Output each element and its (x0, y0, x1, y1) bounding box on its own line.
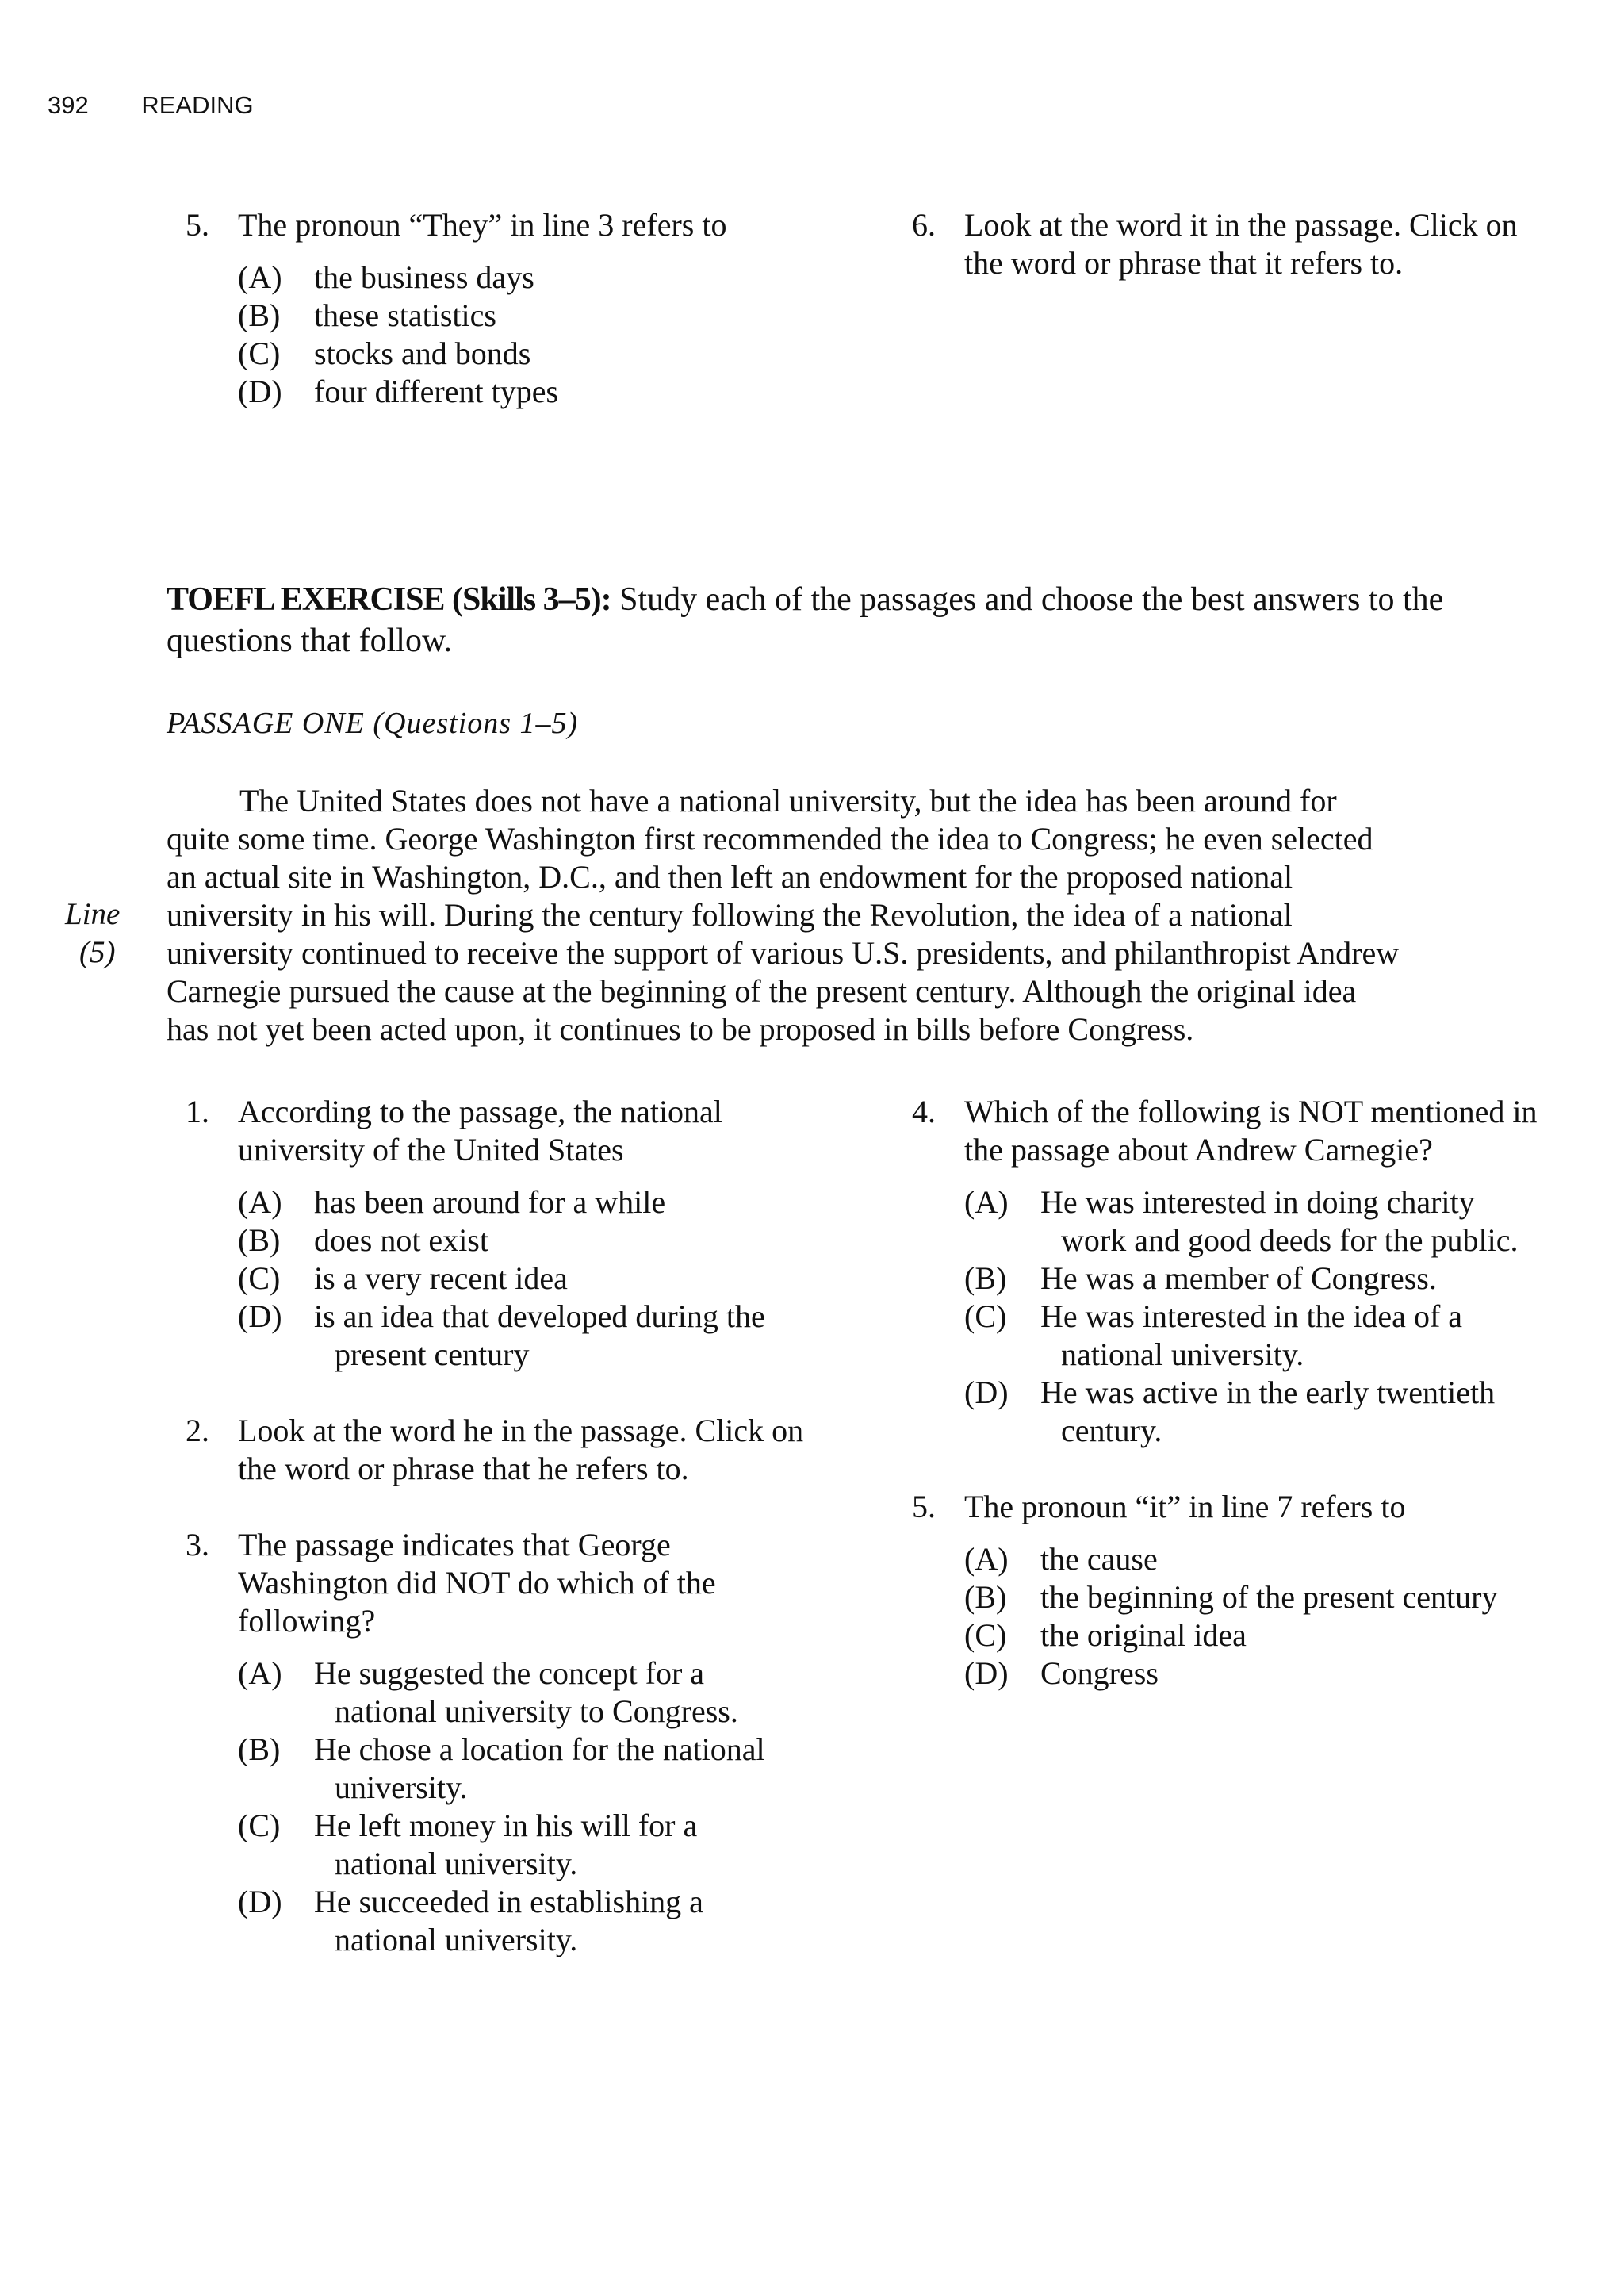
option-label: (A) (238, 1184, 282, 1220)
passage-line: university continued to receive the support of various U.S. presidents, and philanthropist Andrew (167, 935, 1400, 971)
option-label: (B) (238, 1731, 281, 1767)
option-label: (B) (964, 1579, 1007, 1615)
question-block (186, 1526, 804, 1959)
answer-option[interactable] (238, 1260, 804, 1298)
answer-option[interactable] (238, 1183, 804, 1221)
question-block (912, 1488, 1538, 1693)
question-number: 5. (912, 1489, 936, 1524)
option-label: (C) (964, 1298, 1007, 1334)
answer-option[interactable] (964, 1540, 1538, 1578)
answer-options (964, 1540, 1538, 1693)
answer-option[interactable] (238, 297, 812, 335)
answer-option[interactable] (964, 1654, 1538, 1693)
prev-questions-left (186, 206, 812, 449)
question-block (912, 1093, 1538, 1450)
question-number: 2. (186, 1413, 209, 1448)
question-stem: The passage indicates that George Washington did NOT do which of the following? (238, 1527, 716, 1639)
answer-option[interactable] (238, 1221, 804, 1260)
question-block (186, 1093, 804, 1374)
option-text: He was active in the early twentieth century. (1040, 1375, 1496, 1448)
question-stem: The pronoun “They” in line 3 refers to (238, 207, 727, 243)
question-number: 1. (186, 1094, 209, 1129)
question-block (912, 206, 1546, 282)
answer-options (964, 1183, 1538, 1450)
answer-option[interactable] (238, 1731, 804, 1807)
line-number: (5) (79, 935, 116, 969)
answer-options (238, 1183, 804, 1374)
question-number: 3. (186, 1527, 209, 1562)
option-text: has been around for a while (314, 1184, 666, 1220)
option-text: the beginning of the present century (1040, 1579, 1498, 1615)
option-text: four different types (314, 374, 559, 409)
answer-option[interactable] (964, 1298, 1538, 1374)
prev-questions-right (912, 206, 1546, 320)
passage-line: The United States does not have a national university, but the idea has been around for (239, 783, 1337, 819)
option-text: the original idea (1040, 1617, 1247, 1653)
option-text: He suggested the concept for a national university to Congress. (314, 1655, 738, 1729)
question-number: 6. (912, 207, 936, 243)
reading-passage (167, 782, 1542, 1049)
answer-option[interactable] (964, 1183, 1538, 1260)
option-text: He was a member of Congress. (1040, 1260, 1437, 1296)
question-stem: Which of the following is NOT mentioned in the passage about Andrew Carnegie? (964, 1094, 1538, 1168)
answer-option[interactable] (238, 373, 812, 411)
option-text: these statistics (314, 297, 496, 333)
option-label: (B) (238, 1222, 281, 1258)
section-title: READING (141, 91, 254, 119)
option-label: (A) (964, 1541, 1009, 1577)
option-label: (D) (964, 1655, 1009, 1691)
option-text: He left money in his will for a national university. (314, 1808, 698, 1881)
answer-options (238, 259, 812, 411)
question-stem: Look at the word he in the passage. Click on the word or phrase that he refers to. (238, 1413, 804, 1486)
passage-line: has not yet been acted upon, it continues to be proposed in bills before Congress. (167, 1011, 1194, 1047)
option-label: (D) (238, 1884, 282, 1919)
passage-line: quite some time. George Washington first recommended the idea to Congress; he even selected (167, 821, 1373, 857)
option-text: the business days (314, 259, 534, 295)
answer-option[interactable] (238, 1298, 804, 1374)
question-block (186, 206, 812, 411)
answer-option[interactable] (964, 1616, 1538, 1654)
option-label: (C) (238, 335, 281, 371)
option-text: He chose a location for the national university. (314, 1731, 765, 1805)
option-text: He was interested in the idea of a national university. (1040, 1298, 1463, 1372)
option-text: stocks and bonds (314, 335, 531, 371)
page-number: 392 (48, 91, 89, 119)
passage-line: an actual site in Washington, D.C., and then left an endowment for the proposed national (167, 859, 1293, 895)
answer-option[interactable] (964, 1578, 1538, 1616)
option-text: He succeeded in establishing a national university. (314, 1884, 703, 1957)
answer-option[interactable] (238, 1807, 804, 1883)
option-label: (C) (238, 1260, 281, 1296)
option-text: is a very recent idea (314, 1260, 568, 1296)
question-stem: According to the passage, the national university of the United States (238, 1094, 722, 1168)
option-label: (D) (238, 1298, 282, 1334)
option-text: is an idea that developed during the present century (314, 1298, 765, 1372)
exercise-instructions (167, 579, 1546, 661)
answer-option[interactable] (238, 335, 812, 373)
answer-option[interactable] (964, 1374, 1538, 1450)
option-label: (A) (238, 259, 282, 295)
answer-option[interactable] (238, 1654, 804, 1731)
exercise-heading: TOEFL EXERCISE (Skills 3–5): (167, 581, 611, 618)
page-header (48, 91, 254, 120)
question-number: 5. (186, 207, 209, 243)
answer-option[interactable] (238, 259, 812, 297)
option-text: Congress (1040, 1655, 1159, 1691)
option-label: (A) (238, 1655, 282, 1691)
option-label: (A) (964, 1184, 1009, 1220)
passage-line: university in his will. During the century following the Revolution, the idea of a national (167, 897, 1293, 933)
passage-title: PASSAGE ONE (Questions 1–5) (167, 707, 579, 740)
option-label: (C) (238, 1808, 281, 1843)
questions-right-column (912, 1093, 1538, 1731)
question-number: 4. (912, 1094, 936, 1129)
question-stem: Look at the word it in the passage. Click on the word or phrase that it refers to. (964, 207, 1518, 281)
option-label: (D) (238, 374, 282, 409)
question-stem: The pronoun “it” in line 7 refers to (964, 1489, 1406, 1524)
option-label: (D) (964, 1375, 1009, 1410)
line-label: Line (65, 897, 121, 931)
option-text: does not exist (314, 1222, 488, 1258)
option-text: the cause (1040, 1541, 1158, 1577)
answer-options (238, 1654, 804, 1959)
option-text: He was interested in doing charity work and good deeds for the public. (1040, 1184, 1519, 1258)
exercise-instruction: Study each of the passages and choose the best answers to the questions that follow. (167, 581, 1444, 659)
option-label: (B) (964, 1260, 1007, 1296)
questions-left-column (186, 1093, 804, 1997)
answer-option[interactable] (964, 1260, 1538, 1298)
option-label: (C) (964, 1617, 1007, 1653)
answer-option[interactable] (238, 1883, 804, 1959)
option-label: (B) (238, 297, 281, 333)
question-block (186, 1412, 804, 1488)
passage-line: Carnegie pursued the cause at the beginning of the present century. Although the original idea (167, 973, 1357, 1009)
